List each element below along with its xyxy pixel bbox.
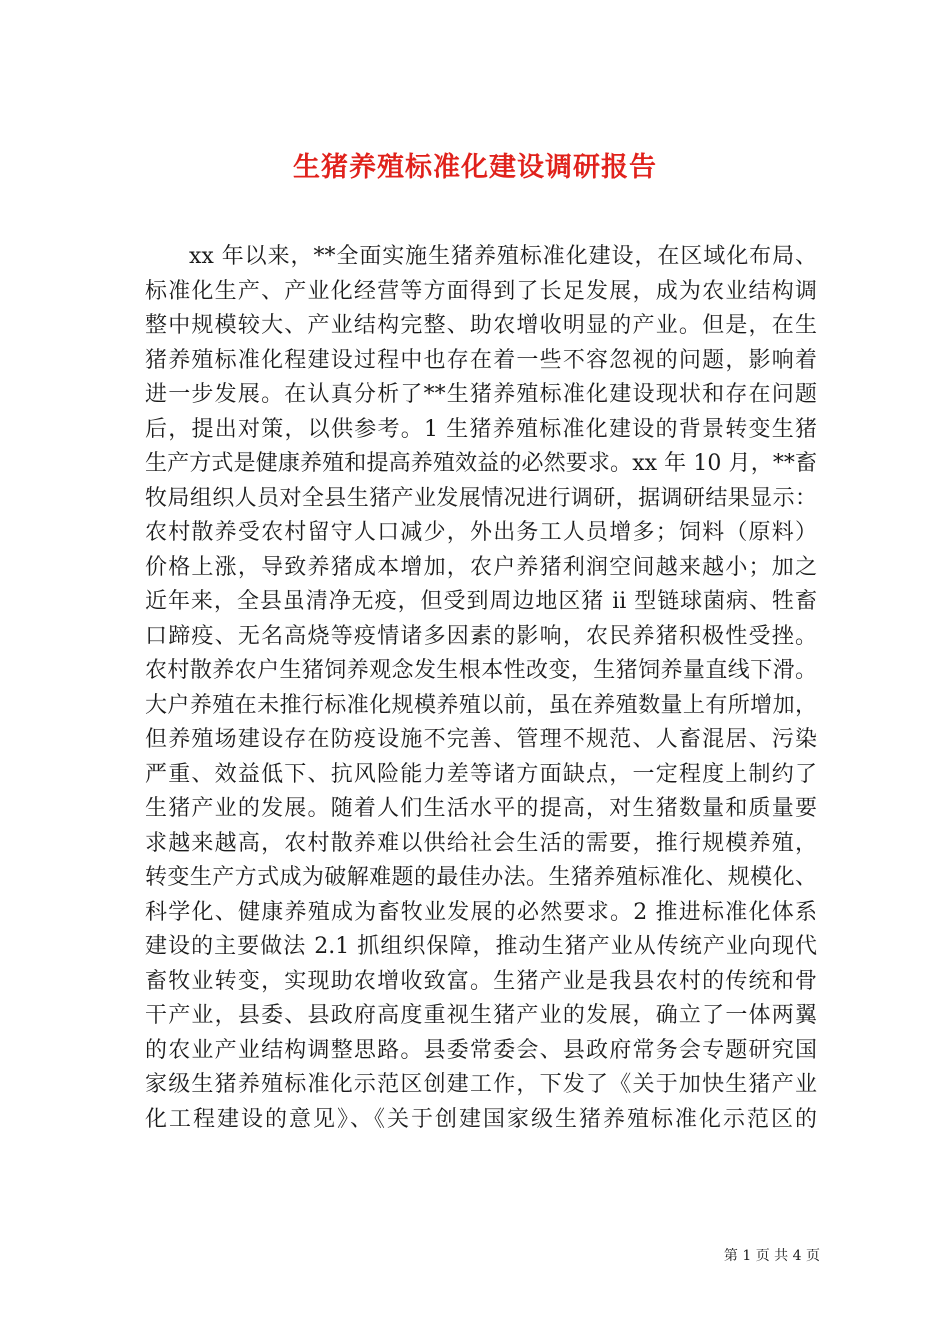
text-line: 进一步发展。在认真分析了**生猪养殖标准化建设现状和存在问题	[145, 382, 817, 407]
body-paragraph	[145, 240, 817, 1137]
text-line: 大户养殖在未推行标准化规模养殖以前，虽在养殖数量上有所增加，	[145, 692, 817, 718]
text-line: 农村散养受农村留守人口减少，外出务工人员增多；饲料（原料）	[145, 520, 817, 545]
text-line: 近年来，全县虽清净无疫，但受到周边地区猪 ii 型链球菌病、牲畜	[145, 589, 817, 614]
text-line: 畜牧业转变，实现助农增收致富。生猪产业是我县农村的传统和骨	[145, 968, 817, 994]
text-line: 化工程建设的意见》、《关于创建国家级生猪养殖标准化示范区的	[145, 1106, 817, 1132]
text-line: xx 年以来，**全面实施生猪养殖标准化建设，在区域化布局、	[189, 244, 817, 269]
text-line: 整中规模较大、产业结构完整、助农增收明显的产业。但是，在生	[145, 313, 817, 338]
text-line: 猪养殖标准化程建设过程中也存在着一些不容忽视的问题，影响着	[145, 347, 817, 373]
text-line: 求越来越高，农村散养难以供给社会生活的需要，推行规模养殖，	[145, 830, 817, 856]
text-line: 农村散养农户生猪饲养观念发生根本性改变，生猪饲养量直线下滑。	[145, 658, 817, 683]
text-line: 但养殖场建设存在防疫设施不完善、管理不规范、人畜混居、污染	[145, 727, 817, 752]
text-line: 转变生产方式成为破解难题的最佳办法。生猪养殖标准化、规模化、	[145, 865, 817, 890]
page-title: 生猪养殖标准化建设调研报告	[293, 152, 657, 184]
text-line: 牧局组织人员对全县生猪产业发展情况进行调研，据调研结果显示：	[145, 485, 817, 511]
text-line: 干产业，县委、县政府高度重视生猪产业的发展，确立了一体两翼	[145, 1003, 817, 1028]
text-line: 的农业产业结构调整思路。县委常委会、县政府常务会专题研究国	[145, 1037, 817, 1063]
text-line: 生产方式是健康养殖和提高养殖效益的必然要求。xx 年 10 月，**畜	[145, 451, 817, 476]
text-line: 标准化生产、产业化经营等方面得到了长足发展，成为农业结构调	[145, 278, 817, 304]
text-line: 家级生猪养殖标准化示范区创建工作，下发了《关于加快生猪产业	[145, 1072, 817, 1097]
text-line: 后，提出对策，以供参考。1 生猪养殖标准化建设的背景转变生猪	[145, 416, 817, 442]
text-line: 价格上涨，导致养猪成本增加，农户养猪利润空间越来越小；加之	[145, 554, 817, 580]
page-number: 第 1 页 共 4 页	[723, 1248, 820, 1264]
text-line: 科学化、健康养殖成为畜牧业发展的必然要求。2 推进标准化体系	[145, 899, 817, 925]
text-line: 生猪产业的发展。随着人们生活水平的提高，对生猪数量和质量要	[145, 796, 817, 821]
text-line: 建设的主要做法 2.1 抓组织保障，推动生猪产业从传统产业向现代	[145, 934, 817, 959]
text-line: 严重、效益低下、抗风险能力差等诸方面缺点，一定程度上制约了	[145, 761, 817, 787]
text-line: 口蹄疫、无名高烧等疫情诸多因素的影响，农民养猪积极性受挫。	[145, 623, 817, 649]
